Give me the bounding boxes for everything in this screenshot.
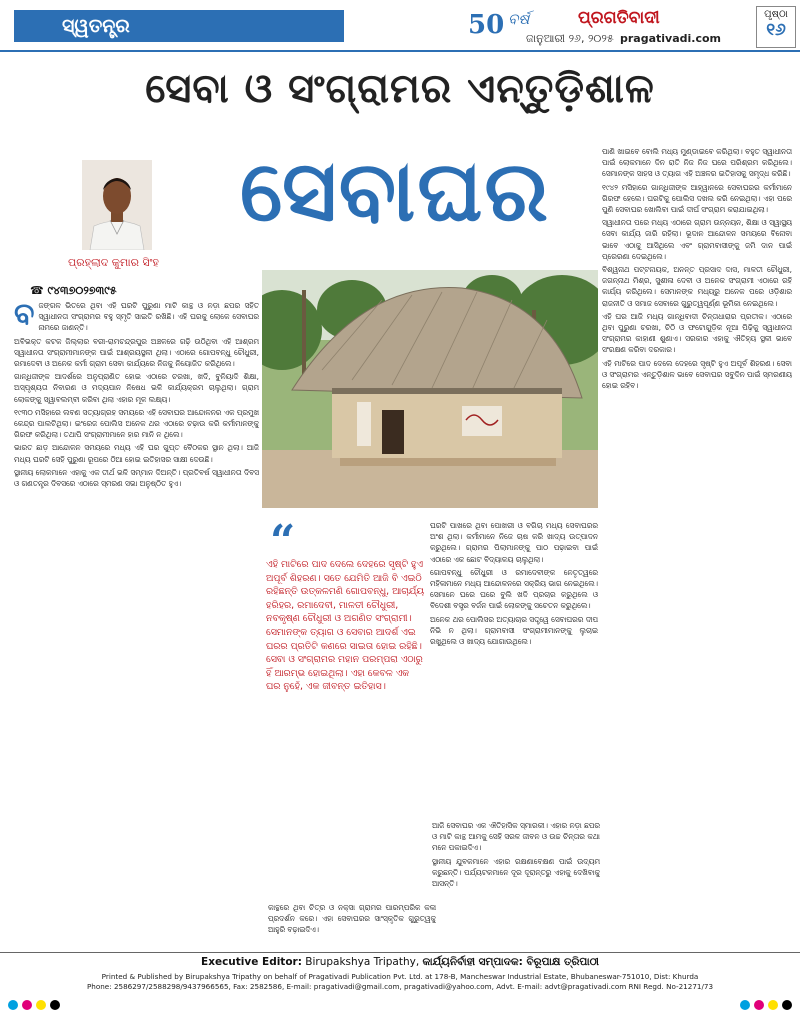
quote-mark-icon: “	[270, 516, 296, 567]
imprint	[0, 972, 800, 992]
paragraph: ଭାରତ ଛାଡ଼ ଆନ୍ଦୋଳନ ସମୟରେ ମଧ୍ୟ ଏହି ଘର ଗୁପ୍ତ ବୈଠକର ସ୍ଥାନ ଥିଲା। ଆଜି ମଧ୍ୟ ଘରଟି ସେହି ପୁରୁଣା ରୂପରେ ଠିଆ ହୋଇ ଇତିହାସର ସାକ୍ଷୀ ଦେଉଛି।	[14, 443, 259, 464]
reg-mark-icon	[22, 1000, 32, 1010]
reg-mark-icon	[754, 1000, 764, 1010]
paragraph: ଅବିଭକ୍ତ କଟକ ଜିଲ୍ଲାର ବରୀ-ରାମଚନ୍ଦ୍ରପୁର ଅଞ୍ଚଳରେ ଗଢ଼ି ଉଠିଥିବା ଏହି ଆଶ୍ରମ ସ୍ୱାଧୀନତା ସଂଗ୍ରାମୀମାନଙ୍କ ପାଇଁ ଆଶ୍ରୟସ୍ଥଳୀ ଥିଲା। ଏଠାରେ ଗୋପବନ୍ଧୁ ଚୌଧୁରୀ, ରମାଦେବୀ ଓ ଅନେକ କର୍ମୀ ଗ୍ରାମ ସେବା କାର୍ଯ୍ୟରେ ନିଜକୁ ନିୟୋଜିତ କରିଥିଲେ।	[14, 336, 259, 369]
sevaghar-photo	[262, 270, 598, 508]
editor-line	[0, 956, 800, 969]
pull-quote	[266, 516, 424, 898]
editor-label: Executive Editor:	[201, 956, 302, 968]
page-number-box	[756, 6, 796, 48]
paragraph: ପାଣି ଖାଇବେ ବୋଲି ମଧ୍ୟ ମୁଣ୍ଡାଇବେ କରିଥିଲା। ବହୁତ ସ୍ୱାଧୀନତା ପାଇଁ ଲୋକମାନେ ଦିନ ରାତି ନିଜ ନିଜ ଘରେ ପରିଶ୍ରମ କରିଥିଲେ। ସେମାନଙ୍କ ସାହସ ଓ ତ୍ୟାଗ ଏହି ଅଞ୍ଚଳର ଇତିହାସକୁ ସମୃଦ୍ଧ କରିଛି।	[602, 147, 792, 179]
page-number: ୧୬	[766, 20, 786, 40]
imprint-line: Printed & Published by Birupakshya Tripathy on behalf of Pragativadi Publication Pvt. Ltd. at 178-B, Mancheswar Industrial Estate, Bhubaneswar-751010, Dist: Khurda	[101, 972, 699, 981]
paragraph: ୧୯୪୨ ମସିହାରେ ଗାନ୍ଧିଜୀଙ୍କ ଆହ୍ୱାନରେ ସେବାଘରର କର୍ମୀମାନେ ଗିରଫ ହେଲେ। ଘରଟିକୁ ପୋଲିସ ଦଖଲ କରି ନେଇଥିଲା। ଏହା ପରେ ପୁଣି ସେବାଘର ଖୋଲିବା ପାଇଁ ଦୀର୍ଘ ସଂଗ୍ରାମ କରାଯାଇଥିଲା।	[602, 182, 792, 215]
paragraph: ୧୯୩୦ ମସିହାରେ ଲବଣ ସତ୍ୟାଗ୍ରହ ସମୟରେ ଏହି ସେବାଘର ଆନ୍ଦୋଳନର ଏକ ପ୍ରମୁଖ କେନ୍ଦ୍ର ପାଲଟିଥିଲା। ଇଂରେଜ ପୋଲିସ ଅନେକ ଥର ଏଠାରେ ଚଢ଼ାଉ କରି କର୍ମୀମାନଙ୍କୁ ଗିରଫ କରିଥିଲା। ତଥାପି ସଂଗ୍ରାମୀମାନେ ହାର ମାନି ନ ଥିଲେ।	[14, 407, 259, 440]
reg-mark-icon	[50, 1000, 60, 1010]
paragraph: ଏହି ମାଟିରେ ପାଦ ଦେଲେ ଦେହରେ ସୃଷ୍ଟି ହୁଏ ଅପୂର୍ବ ଶିହରଣ। ସେବା ଓ ସଂଗ୍ରାମର ଏନ୍ତୁଡ଼ିଶାଳ ଭାବେ ସେବାଘର ସବୁଦିନ ପାଇଁ ସ୍ମରଣୀୟ ହୋଇ ରହିବ।	[602, 358, 792, 391]
drop-cap: ବ	[14, 300, 35, 332]
editor-name: Birupakshya Tripathy,	[305, 956, 420, 968]
main-headline: ସେବାଘର	[239, 142, 551, 240]
paragraph: ସ୍ଥାନୀୟ ଲୋକମାନେ ଏହାକୁ ଏକ ତୀର୍ଥ ଭଳି ସମ୍ମାନ ଦିଅନ୍ତି। ପ୍ରତିବର୍ଷ ସ୍ୱାଧୀନତା ଦିବସ ଓ ଗଣତନ୍ତ୍ର ଦିବସରେ ଏଠାରେ ସ୍ମରଣ ସଭା ଅନୁଷ୍ଠିତ ହୁଏ।	[14, 467, 259, 489]
paragraph: ଗାନ୍ଧିଜୀଙ୍କ ଆଦର୍ଶରେ ଅନୁପ୍ରାଣିତ ହୋଇ ଏଠାରେ ଚରଖା, ଖଦି, ବୁନିୟାଦି ଶିକ୍ଷା, ଅସ୍ପୃଶ୍ୟତା ନିବାରଣ ଓ ମଦ୍ୟପାନ ନିଷେଧ ଭଳି କାର୍ଯ୍ୟକ୍ରମ ଚାଲୁଥିଲା। ଗ୍ରାମ ଲୋକଙ୍କୁ ସ୍ୱାବଲମ୍ବୀ କରିବା ଥିଲା ଏହାର ମୂଳ ଲକ୍ଷ୍ୟ।	[14, 372, 259, 404]
registration-marks	[0, 1000, 800, 1012]
masthead	[468, 6, 758, 46]
section-label: ସ୍ୱତନ୍ତ୍ର	[14, 10, 344, 42]
article-column-middle	[430, 520, 598, 800]
paper-name: ପ୍ରଗତିବାଦୀ	[578, 8, 660, 28]
reg-mark-icon	[768, 1000, 778, 1010]
anniversary-sub: ବର୍ଷ	[508, 10, 530, 28]
reg-mark-icon	[8, 1000, 18, 1010]
page-label: ପୃଷ୍ଠା	[764, 9, 788, 20]
paragraph: ଆଜି ସେବାଘର ଏକ ଐତିହାସିକ ସ୍ମାରକୀ। ଏହାର ନଡ଼ା ଛପର ଓ ମାଟି କାନ୍ଥ ଆମକୁ ସେହି ସରଳ ଜୀବନ ଓ ଉଚ୍ଚ ଚିନ୍ତାର କଥା ମନେ ପକାଇଦିଏ।	[432, 821, 600, 853]
header-rule	[0, 50, 800, 52]
reg-mark-icon	[740, 1000, 750, 1010]
editor-odia: କାର୍ଯ୍ୟନିର୍ବାହୀ ସମ୍ପାଦକ: ବିରୂପାକ୍ଷ ତ୍ରିପାଠୀ	[422, 956, 599, 968]
author-phone: ☎ ୯୪୩୭୦୨୭୩୯୫	[30, 284, 117, 297]
kicker-headline: ସେବା ଓ ସଂଗ୍ରାମର ଏନ୍ତୁଡ଼ିଶାଳ	[145, 66, 655, 112]
paper-url[interactable]: pragativadi.com	[620, 32, 722, 45]
top-bar	[0, 0, 800, 50]
article-column-left	[14, 300, 259, 936]
paragraph: ଘରଟି ପାଖରେ ଥିବା ପୋଖରୀ ଓ ବଗିଚା ମଧ୍ୟ ସେବାଘରର ଅଂଶ ଥିଲା। କର୍ମୀମାନେ ନିଜେ ଚାଷ କରି ଖାଦ୍ୟ ଉତ୍ପାଦନ କରୁଥିଲେ। ଗ୍ରାମର ପିଲାମାନଙ୍କୁ ପାଠ ପଢ଼ାଇବା ପାଇଁ ଏଠାରେ ଏକ ଛୋଟ ବିଦ୍ୟାଳୟ ଚାଲୁଥିଲା।	[430, 521, 598, 564]
anniversary-logo: 50	[468, 10, 505, 40]
article-column-middle-lower	[432, 820, 600, 944]
author-name: ପ୍ରହ୍ଲାଦ କୁମାର ସିଂହ	[68, 256, 159, 269]
paragraph: ଏହି ଘର ଆଜି ମଧ୍ୟ ଗାନ୍ଧିବାଦୀ ଚିନ୍ତାଧାରାର ପ୍ରତୀକ। ଏଠାରେ ଥିବା ପୁରୁଣା ଚରଖା, ଚିଠି ଓ ଫଟୋଗୁଡ଼ିକ ନୂଆ ପିଢ଼ିକୁ ସ୍ୱାଧୀନତା ସଂଗ୍ରାମର କାହାଣୀ ଶୁଣାଏ। ସରକାର ଏହାକୁ ଐତିହ୍ୟ ସ୍ଥଳୀ ଭାବେ ସଂରକ୍ଷଣ କରିବା ଦରକାର।	[602, 311, 792, 355]
paragraph: ସ୍ଥାନୀୟ ଯୁବକମାନେ ଏହାର ରକ୍ଷଣାବେକ୍ଷଣ ପାଇଁ ଉଦ୍ୟମ କରୁଛନ୍ତି। ପର୍ଯ୍ୟଟକମାନେ ଦୂର ଦୂରାନ୍ତରୁ ଏହାକୁ ଦେଖିବାକୁ ଆସନ୍ତି।	[432, 856, 600, 889]
paper-date: ଜାନୁଆରୀ ୨୬, ୨୦୨୫	[526, 32, 614, 45]
article-column-right	[602, 146, 792, 956]
footer-rule	[0, 952, 800, 953]
reg-mark-icon	[36, 1000, 46, 1010]
paragraph: ଜଙ୍ଗଳ ଭିତରେ ଥିବା ଏହି ଘରଟି ପୁରୁଣା ମାଟି କାନ୍ଥ ଓ ନଡ଼ା ଛପର ସହିତ ସ୍ୱାଧୀନତା ସଂଗ୍ରାମର ବହୁ ସ୍ମୃତି ସାଇତି ରଖିଛି। ଏହି ଘରକୁ ଲୋକେ ସେବାଘର ନାମରେ ଜାଣନ୍ତି।	[38, 301, 259, 333]
imprint-line: Phone: 2586297/2588298/9437966565, Fax: 2582586, E-mail: pragativadi@gmail.com, pragativadi@yahoo.com, Advt. E-mail: advt@pragativadi.com RNI Regd. No-21271/73	[86, 982, 714, 991]
paragraph: ଗୋପବନ୍ଧୁ ଚୌଧୁରୀ ଓ ରମାଦେବୀଙ୍କ ନେତୃତ୍ୱରେ ମହିଳାମାନେ ମଧ୍ୟ ଆନ୍ଦୋଳନରେ ସକ୍ରିୟ ଭାଗ ନେଇଥିଲେ। ସେମାନେ ଘରେ ଘରେ ବୁଲି ଖଦି ପ୍ରଚାର କରୁଥିଲେ ଓ ବିଦେଶୀ ବସ୍ତ୍ର ବର୍ଜନ ପାଇଁ ଲୋକଙ୍କୁ ସଚେତନ କରୁଥିଲେ।	[430, 567, 598, 611]
paragraph: ସ୍ୱାଧୀନତା ପରେ ମଧ୍ୟ ଏଠାରେ ଗ୍ରାମ ଉନ୍ନୟନ, ଶିକ୍ଷା ଓ ସ୍ୱାସ୍ଥ୍ୟ ସେବା କାର୍ଯ୍ୟ ଜାରି ରହିଲା। ଭୂଦାନ ଆନ୍ଦୋଳନ ସମୟରେ ବିନୋବା ଭାବେ ଏଠାକୁ ଆସିଥିଲେ ଏବଂ ଗ୍ରାମବାସୀଙ୍କୁ ଜମି ଦାନ ପାଇଁ ପ୍ରେରଣା ଦେଇଥିଲେ।	[602, 218, 792, 261]
paragraph: ଅନେକ ଥର ପୋଲିସର ଅତ୍ୟାଚାର ସତ୍ତ୍ୱେ ସେବାଘରର ଦୀପ ନିଭି ନ ଥିଲା। ଗ୍ରାମବାସୀ ସଂଗ୍ରାମୀମାନଙ୍କୁ ଲୁଚାଇ ରଖୁଥିଲେ ଓ ଖାଦ୍ୟ ଯୋଗାଉଥିଲେ।	[430, 614, 598, 647]
paragraph: କାନ୍ଥରେ ଥିବା ଚିତ୍ର ଓ ନକ୍ସା ଗ୍ରାମର ପାରମ୍ପରିକ କଳା ପ୍ରଦର୍ଶନ କରେ। ଏହା ସେବାଘରର ସାଂସ୍କୃତିକ ଗୁରୁତ୍ୱକୁ ଆହୁରି ବଢ଼ାଇଦିଏ।	[268, 903, 436, 935]
paragraph: ବିଶ୍ୱନାଥ ପଟ୍ଟନାୟକ, ଅନନ୍ତ ପ୍ରସାଦ ଦାସ, ମାଳତୀ ଚୌଧୁରୀ, ଜଗନ୍ନାଥ ମିଶ୍ର, ସୁଶୀଳା ଦେବୀ ଓ ଅନେକ ସଂଗ୍ରାମୀ ଏଠାରେ ରହି କାର୍ଯ୍ୟ କରିଥିଲେ। ସେମାନଙ୍କ ମଧ୍ୟରୁ ଅନେକ ପରେ ଓଡ଼ିଶାର ରାଜନୀତି ଓ ସମାଜ ସେବାରେ ଗୁରୁତ୍ୱପୂର୍ଣ୍ଣ ଭୂମିକା ନେଇଥିଲେ।	[602, 265, 792, 308]
author-portrait	[82, 160, 152, 250]
quote-text: ଏହି ମାଟିରେ ପାଦ ଦେଲେ ଦେହରେ ସୃଷ୍ଟି ହୁଏ ଅପୂର୍ବ ଶିହରଣ। ସତେ ଯେମିତି ଆଜି ବି ଏଇଠି ରହିଛନ୍ତି ଉତ୍କଳମଣି ଗୋପବନ୍ଧୁ, ଆଚାର୍ଯ୍ୟ ହରିହର, ରମାଦେବୀ, ମାଳତୀ ଚୌଧୁରୀ, ନବକୃଷ୍ଣ ଚୌଧୁରୀ ଓ ଅଗଣିତ ସଂଗ୍ରାମୀ। ସେମାନଙ୍କ ତ୍ୟାଗ ଓ ସେବାର ଆଦର୍ଶ ଏଇ ଘରର ପ୍ରତିଟି କଣରେ ସାଇତା ହୋଇ ରହିଛି। ସେବା ଓ ସଂଗ୍ରାମର ମହାନ ପରମ୍ପରା ଏଠାରୁ ହିଁ ଆରମ୍ଭ ହୋଇଥିଲା। ଏହା କେବଳ ଏକ ଘର ନୁହେଁ, ଏକ ଜୀବନ୍ତ ଇତିହାସ।	[266, 559, 424, 693]
reg-mark-icon	[782, 1000, 792, 1010]
article-column-bottom	[268, 902, 436, 948]
